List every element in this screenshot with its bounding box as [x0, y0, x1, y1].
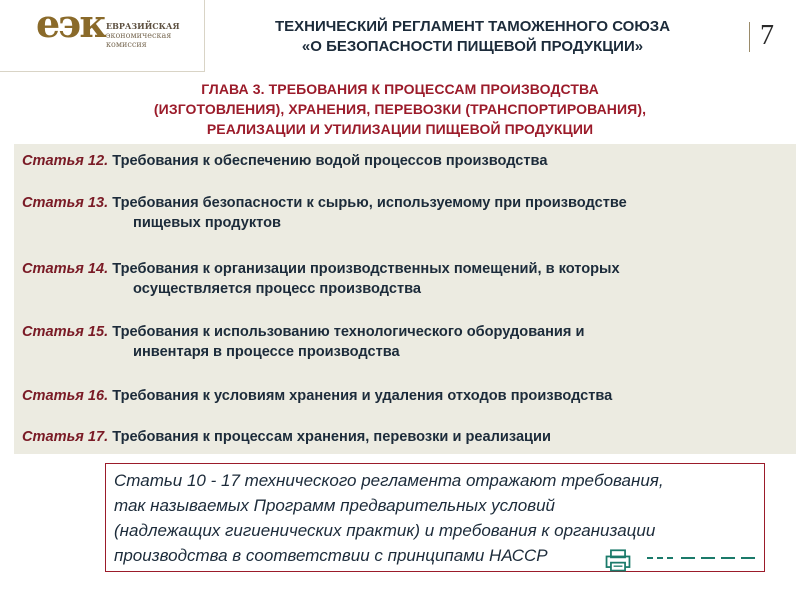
- printer-icon[interactable]: [603, 548, 633, 572]
- document-title-line-2: «О БЕЗОПАСНОСТИ ПИЩЕВОЙ ПРОДУКЦИИ»: [301, 38, 644, 55]
- article-number: Статья 13.: [22, 195, 109, 211]
- logo-caption: [106, 22, 202, 49]
- article-title: Требования к организации производственных помещений, в которых: [108, 261, 620, 277]
- article-number: Статья 12.: [22, 153, 109, 169]
- logo-mark: еэк: [36, 1, 105, 46]
- chapter-heading-line-2: (ИЗГОТОВЛЕНИЯ), ХРАНЕНИЯ, ПЕРЕВОЗКИ (ТРАНСПОРТИРОВАНИЯ),: [153, 101, 647, 117]
- article-number: Статья 17.: [22, 429, 109, 445]
- article-title: Требования к обеспечению водой процессов производства: [108, 153, 548, 169]
- eec-logo: [0, 0, 205, 72]
- article-title-continuation: осуществляется процесс производства: [133, 281, 422, 297]
- article-14: [22, 259, 792, 299]
- logo-line-3: комиссия: [106, 40, 147, 49]
- logo-line-2: экономическая: [106, 31, 172, 40]
- article-title-continuation: инвентаря в процессе производства: [133, 344, 400, 360]
- article-title: Требования к использованию технологического оборудования и: [108, 324, 585, 340]
- article-title: Требования к процессам хранения, перевозки и реализации: [108, 429, 551, 445]
- note-line-1: Статьи 10 - 17 технического регламента отражают требования,: [114, 471, 664, 490]
- article-title-continuation: пищевых продуктов: [133, 215, 281, 231]
- note-line-4: производства в соответствии с принципами НАССР: [114, 546, 548, 565]
- article-13: [22, 193, 792, 233]
- chapter-heading: [40, 79, 760, 139]
- slide-header: [0, 0, 800, 74]
- article-number: Статья 16.: [22, 388, 109, 404]
- chapter-heading-line-3: РЕАЛИЗАЦИИ И УТИЛИЗАЦИИ ПИЩЕВОЙ ПРОДУКЦИИ: [206, 121, 594, 137]
- page-number: 7: [760, 20, 774, 51]
- logo-line-1: ЕВРАЗИЙСКАЯ: [106, 21, 180, 31]
- article-number: Статья 14.: [22, 261, 109, 277]
- note-line-3: (надлежащих гигиенических практик) и требования к организации: [114, 521, 656, 540]
- articles-panel: [14, 144, 796, 454]
- article-12: [22, 151, 792, 171]
- article-title: Требования к условиям хранения и удаления отходов производства: [108, 388, 613, 404]
- chapter-heading-line-1: ГЛАВА 3. ТРЕБОВАНИЯ К ПРОЦЕССАМ ПРОИЗВОДСТВА: [201, 81, 599, 97]
- article-15: [22, 322, 792, 362]
- article-title: Требования безопасности к сырью, используемому при производстве: [108, 195, 627, 211]
- document-title-line-1: ТЕХНИЧЕСКИЙ РЕГЛАМЕНТ ТАМОЖЕННОГО СОЮЗА: [274, 18, 671, 35]
- dash-line-icon: [645, 552, 760, 568]
- article-17: [22, 427, 792, 447]
- article-number: Статья 15.: [22, 324, 109, 340]
- document-title: [215, 17, 730, 57]
- article-16: [22, 386, 792, 406]
- page-number-divider: [749, 22, 750, 52]
- note-line-2: так называемых Программ предварительных условий: [114, 496, 556, 515]
